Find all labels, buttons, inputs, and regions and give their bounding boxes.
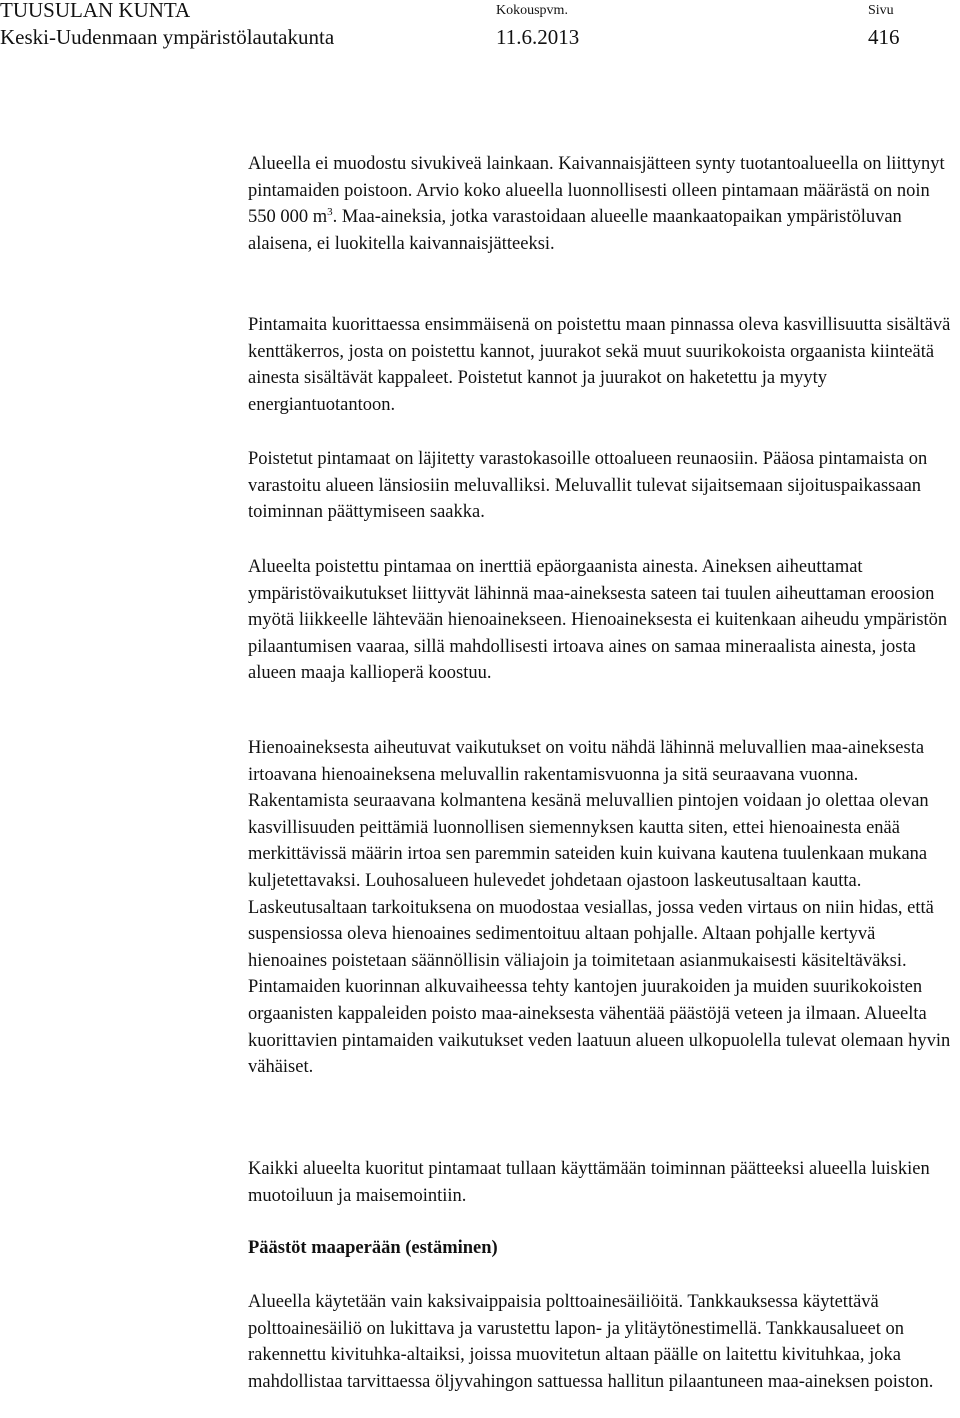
paragraph-text: . Maa-aineksia, jotka varastoidaan alueelle maankaatopaikan ympäristöluvan alaisena, ei luokitella kaivannaisjätteeksi. <box>248 207 902 254</box>
paragraph-stripping: Pintamaita kuorittaessa ensimmäisenä on poistettu maan pinnassa oleva kasvillisuutta sisältävä kenttäkerros, josta on poistettu kannot, juurakot sekä muut suurikokoista orgaanista kiinteätä ainesta sisältävät kappaleet. Poistetut kannot ja juurakot on haketettu ja myyty energiantuotantoon. <box>248 315 951 415</box>
paragraph-inert-material: Alueelta poistettu pintamaa on inerttiä epäorgaanista ainesta. Aineksen aiheuttamat ympäristövaikutukset liittyvät lähinnä maa-aineksesta sateen tai tuulen aiheuttaman eroosion myötä liikkeelle lähtevään hienoainekseen. Hienoaineksesta ei kuitenkaan aiheudu ympäristön pilaantumisen vaaraa, sillä mahdollisesti irtoava aines on samaa mineraalista ainesta, josta alueen maaja kallioperä koostuu. <box>248 557 948 684</box>
meeting-date-label: Kokouspvm. <box>496 3 568 18</box>
page-number-label: Sivu <box>868 3 894 18</box>
section-heading: Päästöt maaperään (estäminen) <box>248 1238 498 1258</box>
paragraph-fuel-tanks: Alueella käytetään vain kaksivaippaisia polttoainesäiliöitä. Tankkauksessa käytettävä polttoainesäiliö on lukittava ja varustettu lapon- ja ylitäytönestimellä. Tankkausalueet on rakennettu kivituhka-altaiksi, joissa muovitetun altaan päälle on laitettu kivituhkaa, joka mahdollistaa tarvittaessa öljyvahingon sattuessa hallitun pilaantuneen maa-aineksen poiston. <box>248 1292 934 1392</box>
superscript-exponent: 3 <box>327 206 333 219</box>
board-name: Keski-Uudenmaan ympäristölautakunta <box>0 25 335 49</box>
paragraph-storage: Poistetut pintamaat on läjitetty varastokasoille ottoalueen reunaosiin. Pääosa pintamaista on varastoitu alueen länsiosiin meluvalliksi. Meluvallit tulevat sijaitsemaan sijoituspaikassaan toiminnan päättymiseen saakka. <box>248 449 928 523</box>
paragraph-text: Alueella ei muodostu sivukiveä lainkaan. Kaivannaisjätteen synty tuotantoalueella on liittynyt pintamaiden poistoon. Arvio koko alueella luonnollisesti olleen pintamaan määrästä on noin 550 000 m <box>248 154 945 228</box>
paragraph-fines-impacts: Hienoaineksesta aiheutuvat vaikutukset on voitu nähdä lähinnä meluvallien maa-aineksesta irtoavana hienoaineksena meluvallin rakentamisvuonna ja sitä seuraavana vuonna. Rakentamista seuraavana kolmantena kesänä meluvallien pintojen voidaan jo olettaa olevan kasvillisuuden peittämiä luonnollisen siemennyksen kautta siten, ettei hienoainesta enää merkittävissä määrin irtoa sen paremmin sateiden kuin kuivana kautena tuulenkaan mukana kuljetettavaksi. Louhosalueen hulevedet johdetaan ojastoon laskeutusaltaan kautta. Laskeutusaltaan tarkoituksena on muodostaa vesiallas, jossa veden virtaus on niin hidas, että suspensiossa oleva hienoaines sedimentoituu altaan pohjalle. Altaan pohjalle kertyvä hienoaines poistetaan säännöllisin väliajoin ja toimitetaan asianmukaisesti käsiteltäväksi. Pintamaiden kuorinnan alkuvaiheessa tehty kantojen juurakoiden ja muiden suurikokoisten orgaanisten kappaleiden poisto maa-aineksesta vähentää päästöjä veteen ja ilmaan. Alueelta kuorittavien pintamaiden vaikutukset veden laatuun alueen ulkopuolella tulevat olemaan hyvin vähäiset. <box>248 738 951 1078</box>
paragraph-landscaping: Kaikki alueelta kuoritut pintamaat tullaan käyttämään toiminnan päätteeksi alueella luiskien muotoiluun ja maisemointiin. <box>248 1159 930 1206</box>
meeting-date: 11.6.2013 <box>496 25 580 49</box>
page-number: 416 <box>868 25 900 49</box>
page-header <box>0 0 960 60</box>
organization-name: TUUSULAN KUNTA <box>0 0 191 22</box>
paragraph-surface-waste <box>248 151 958 257</box>
